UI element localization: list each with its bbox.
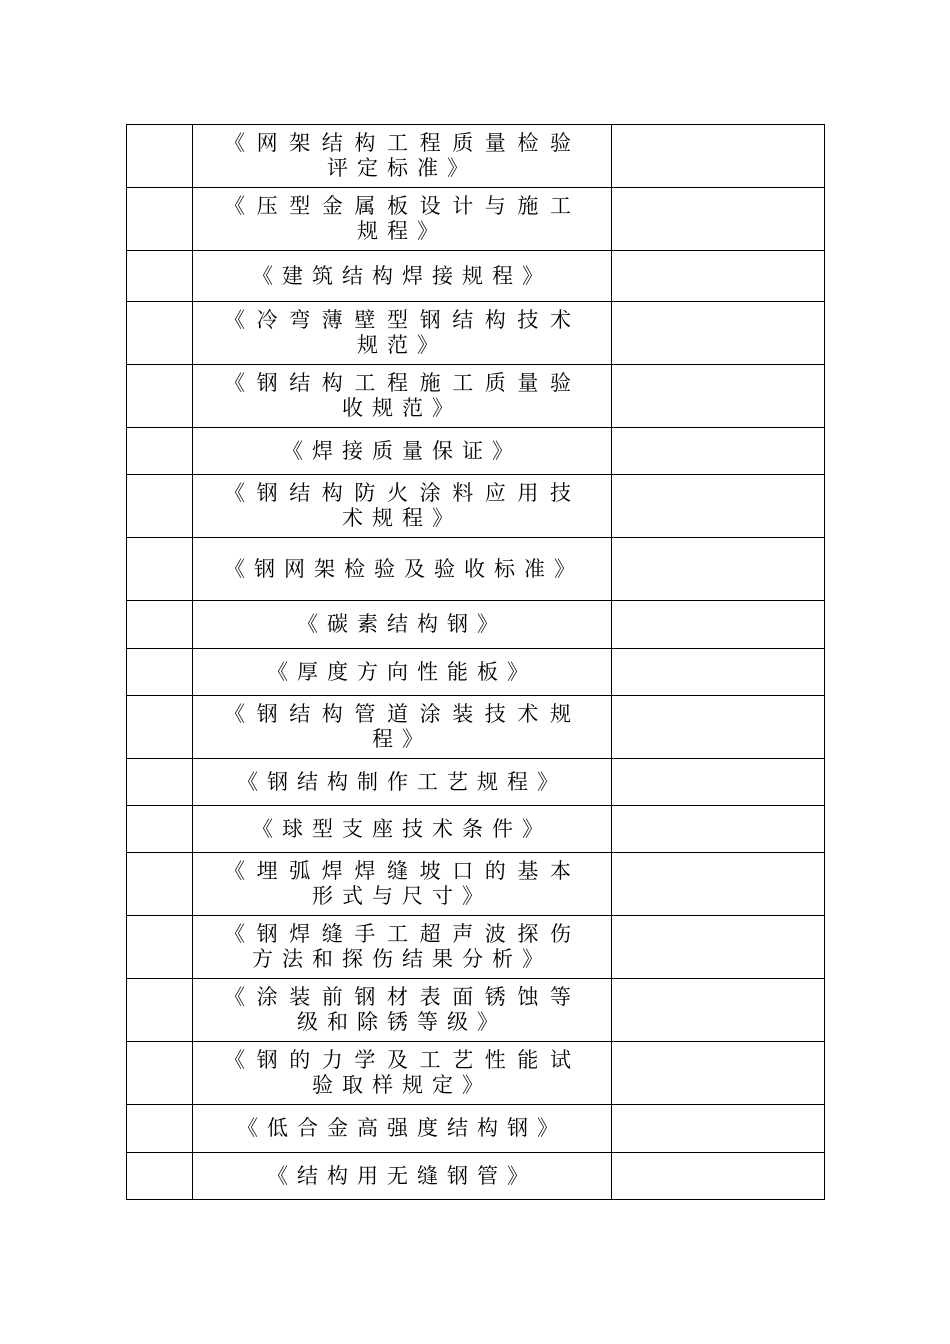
table-row [127,979,825,1042]
standard-name-cell [193,1105,612,1153]
standard-name: 《低合金高强度结构钢》 [237,1116,567,1140]
standard-name: 《压型金属板设计与施工规程》 [224,194,580,243]
remark-cell [612,1105,825,1153]
table-row [127,302,825,365]
table-row [127,251,825,302]
remark-cell [612,428,825,475]
standard-name-cell [193,365,612,428]
remark-cell [612,302,825,365]
index-cell [127,365,193,428]
index-cell [127,538,193,601]
standard-name: 《球型支座技术条件》 [252,816,552,841]
table-row [127,1105,825,1153]
standard-name: 《埋弧焊焊缝坡口的基本形式与尺寸》 [224,859,580,908]
remark-cell [612,1153,825,1200]
standard-name-cell [193,188,612,251]
standard-name: 《建筑结构焊接规程》 [252,263,552,288]
index-cell [127,251,193,302]
index-cell [127,759,193,806]
index-cell [127,979,193,1042]
table-row [127,853,825,916]
standard-name: 《网架结构工程质量检验评定标准》 [224,131,580,180]
index-cell [127,601,193,649]
table-row [127,649,825,696]
index-cell [127,1042,193,1105]
standard-name: 《钢结构管道涂装技术规程》 [224,702,580,751]
remark-cell [612,125,825,188]
standard-name: 《厚度方向性能板》 [267,659,537,684]
table-row [127,125,825,188]
remark-cell [612,188,825,251]
table-row [127,806,825,853]
index-cell [127,916,193,979]
table-row [127,601,825,649]
standard-name-cell [193,475,612,538]
standards-table-body [127,125,825,1200]
standard-name-cell [193,601,612,649]
index-cell [127,125,193,188]
index-cell [127,1105,193,1153]
index-cell [127,1153,193,1200]
index-cell [127,853,193,916]
standard-name-cell [193,979,612,1042]
standard-name-cell [193,538,612,601]
table-row [127,759,825,806]
table-row [127,1042,825,1105]
remark-cell [612,696,825,759]
standard-name: 《钢网架检验及验收标准》 [224,556,584,581]
remark-cell [612,916,825,979]
index-cell [127,475,193,538]
standard-name-cell [193,649,612,696]
table-row [127,538,825,601]
standard-name-cell [193,759,612,806]
remark-cell [612,806,825,853]
standard-name: 《钢的力学及工艺性能试验取样规定》 [224,1048,580,1097]
remark-cell [612,1042,825,1105]
index-cell [127,806,193,853]
standard-name-cell [193,1153,612,1200]
index-cell [127,649,193,696]
standard-name-cell [193,696,612,759]
standard-name: 《焊接质量保证》 [282,438,522,463]
standard-name: 《钢结构工程施工质量验收规范》 [224,371,580,420]
index-cell [127,302,193,365]
standard-name-cell [193,428,612,475]
standard-name: 《钢结构制作工艺规程》 [237,769,567,794]
remark-cell [612,365,825,428]
table-row [127,916,825,979]
remark-cell [612,601,825,649]
standard-name: 《结构用无缝钢管》 [267,1163,537,1188]
standard-name-cell [193,853,612,916]
standard-name-cell [193,1042,612,1105]
table-row [127,475,825,538]
table-row [127,188,825,251]
standard-name: 《碳素结构钢》 [297,612,507,636]
table-row [127,696,825,759]
table-row [127,1153,825,1200]
remark-cell [612,538,825,601]
remark-cell [612,475,825,538]
standard-name: 《冷弯薄壁型钢结构技术规范》 [224,308,580,357]
standard-name-cell [193,806,612,853]
index-cell [127,696,193,759]
remark-cell [612,649,825,696]
remark-cell [612,979,825,1042]
standard-name-cell [193,916,612,979]
remark-cell [612,853,825,916]
standards-table [126,124,825,1200]
index-cell [127,428,193,475]
standard-name: 《钢焊缝手工超声波探伤方法和探伤结果分析》 [224,922,580,971]
standard-name-cell [193,302,612,365]
standard-name-cell [193,251,612,302]
table-row [127,365,825,428]
table-row [127,428,825,475]
standard-name-cell [193,125,612,188]
index-cell [127,188,193,251]
remark-cell [612,251,825,302]
standard-name: 《涂装前钢材表面锈蚀等级和除锈等级》 [224,985,580,1034]
standard-name: 《钢结构防火涂料应用技术规程》 [224,481,580,530]
remark-cell [612,759,825,806]
